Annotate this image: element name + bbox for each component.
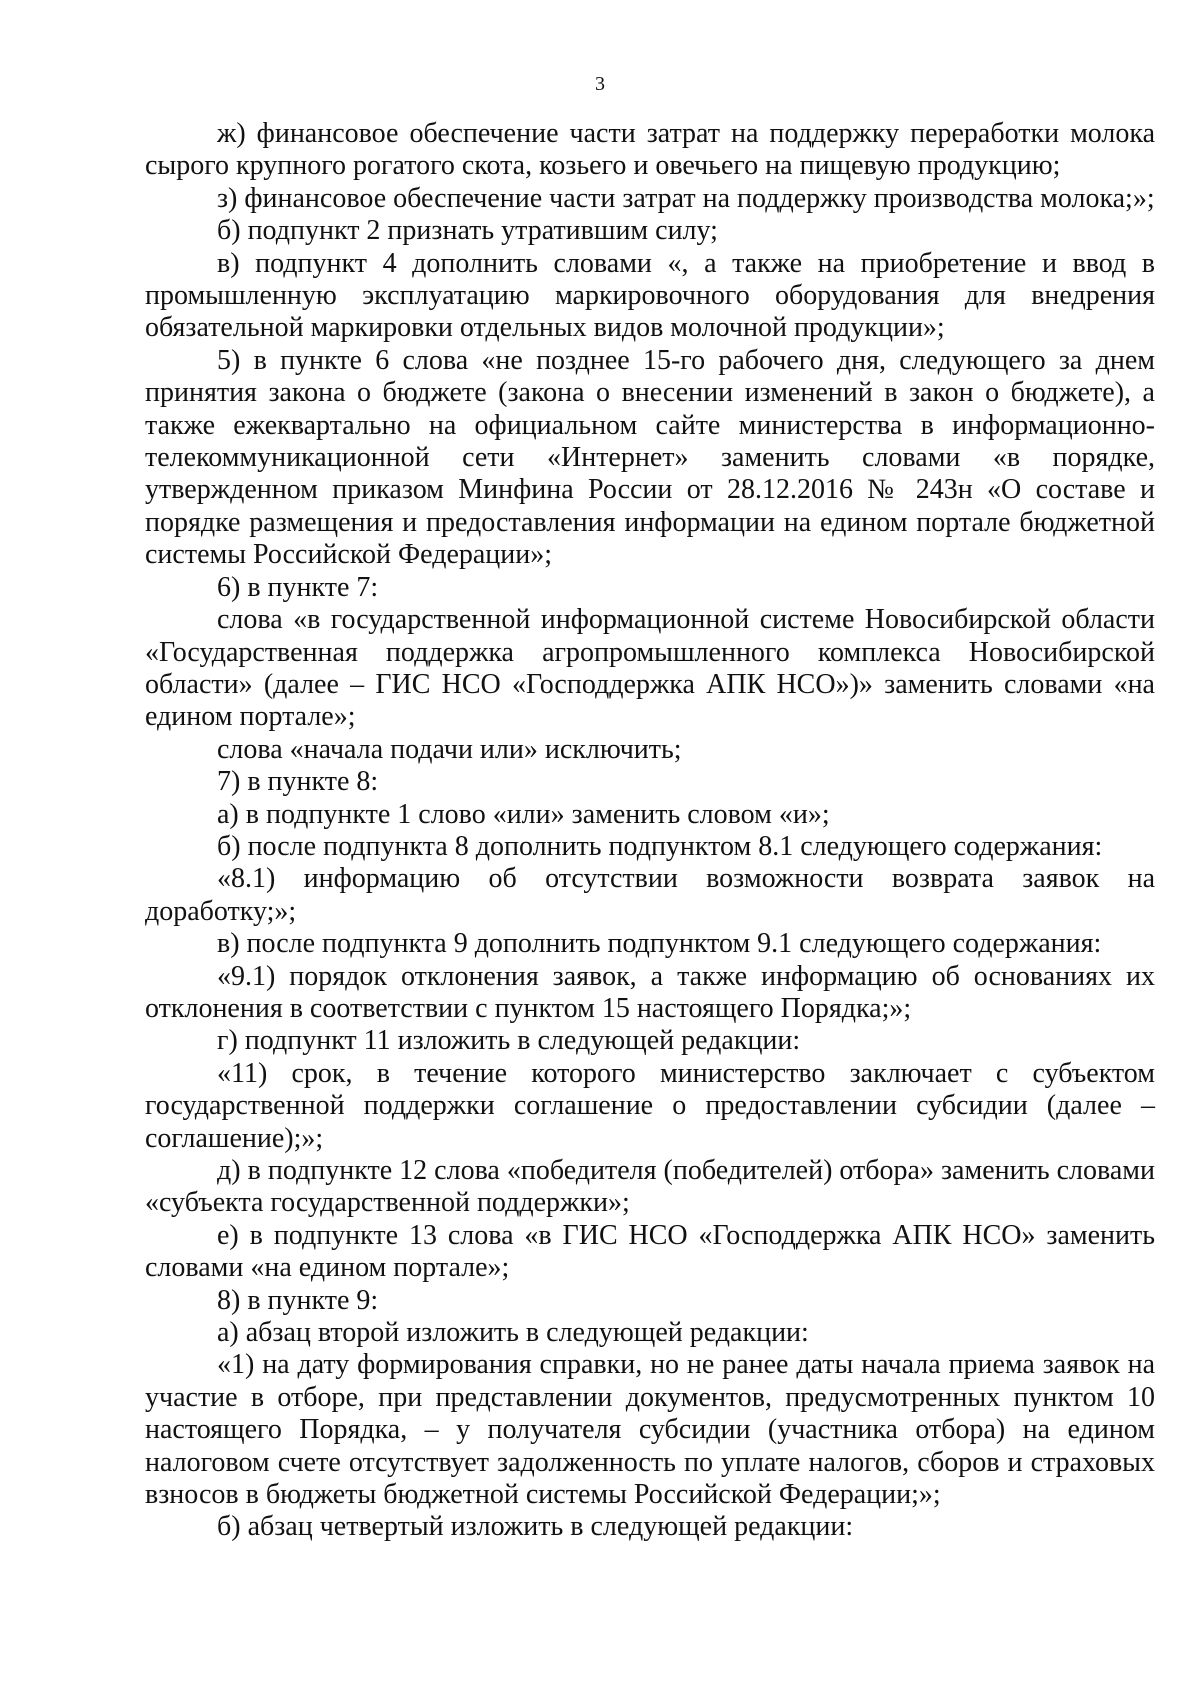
paragraph: 5) в пункте 6 слова «не позднее 15-го рабочего дня, следующего за днем принятия закона о бюджете (закона о внесении изменений в закон о бюджете), а также ежеквартально на официальном сайте министерства в информационно-телекоммуникационной сети «Интернет» заменить словами «в порядке, утвержденном приказом Минфина России от 28.12.2016 № 243н «О составе и порядке размещения и предоставления информации на едином портале бюджетной системы Российской Федерации»; xyxy=(145,344,1155,571)
paragraph: «1) на дату формирования справки, но не ранее даты начала приема заявок на участие в отборе, при представлении документов, предусмотренных пунктом 10 настоящего Порядка, – у получателя субсидии (участника отбора) на едином налоговом счете отсутствует задолженность по уплате налогов, сборов и страховых взносов в бюджеты бюджетной системы Российской Федерации;»; xyxy=(145,1349,1155,1511)
paragraph: в) подпункт 4 дополнить словами «, а также на приобретение и ввод в промышленную эксплуатацию маркировочного оборудования для внедрения обязательной маркировки отдельных видов молочной продукции»; xyxy=(145,247,1155,344)
paragraph: б) подпункт 2 признать утратившим силу; xyxy=(217,215,718,247)
paragraph: б) после подпункта 8 дополнить подпунктом 8.1 следующего содержания: xyxy=(217,830,1103,862)
paragraph: а) в подпункте 1 слово «или» заменить словом «и»; xyxy=(217,798,830,830)
paragraph: 7) в пункте 8: xyxy=(217,766,379,798)
paragraph: ж) финансовое обеспечение части затрат на поддержку переработки молока сырого крупного рогатого скота, козьего и овечьего на пищевую продукцию; xyxy=(145,118,1155,182)
paragraph: а) абзац второй изложить в следующей редакции: xyxy=(217,1317,809,1349)
paragraph: в) после подпункта 9 дополнить подпунктом 9.1 следующего содержания: xyxy=(217,928,1102,960)
paragraph: е) в подпункте 13 слова «в ГИС НСО «Господдержка АПК НСО» заменить словами «на едином портале»; xyxy=(145,1219,1155,1284)
document-body xyxy=(145,118,1155,1544)
paragraph: слова «в государственной информационной системе Новосибирской области «Государственная поддержка агропромышленного комплекса Новосибирской области» (далее – ГИС НСО «Господдержка АПК НСО»)» заменить словами «на едином портале»; xyxy=(145,604,1155,733)
paragraph: д) в подпункте 12 слова «победителя (победителей) отбора» заменить словами «субъекта государственной поддержки»; xyxy=(145,1155,1155,1219)
page-number: 3 xyxy=(595,73,605,95)
paragraph: «9.1) порядок отклонения заявок, а также информацию об основаниях их отклонения в соответствии с пунктом 15 настоящего Порядка;»; xyxy=(145,960,1155,1024)
paragraph: «8.1) информацию об отсутствии возможности возврата заявок на доработку;»; xyxy=(145,863,1155,927)
paragraph: слова «начала подачи или» исключить; xyxy=(217,733,682,765)
paragraph: 6) в пункте 7: xyxy=(217,571,379,603)
paragraph: 8) в пункте 9: xyxy=(217,1284,379,1316)
paragraph: з) финансовое обеспечение части затрат на поддержку производства молока;»; xyxy=(217,182,1155,214)
paragraph: «11) срок, в течение которого министерство заключает с субъектом государственной поддержки соглашение о предоставлении субсидии (далее – соглашение);»; xyxy=(145,1057,1155,1154)
paragraph: г) подпункт 11 изложить в следующей редакции: xyxy=(217,1025,801,1057)
paragraph: б) абзац четвертый изложить в следующей редакции: xyxy=(217,1511,854,1543)
